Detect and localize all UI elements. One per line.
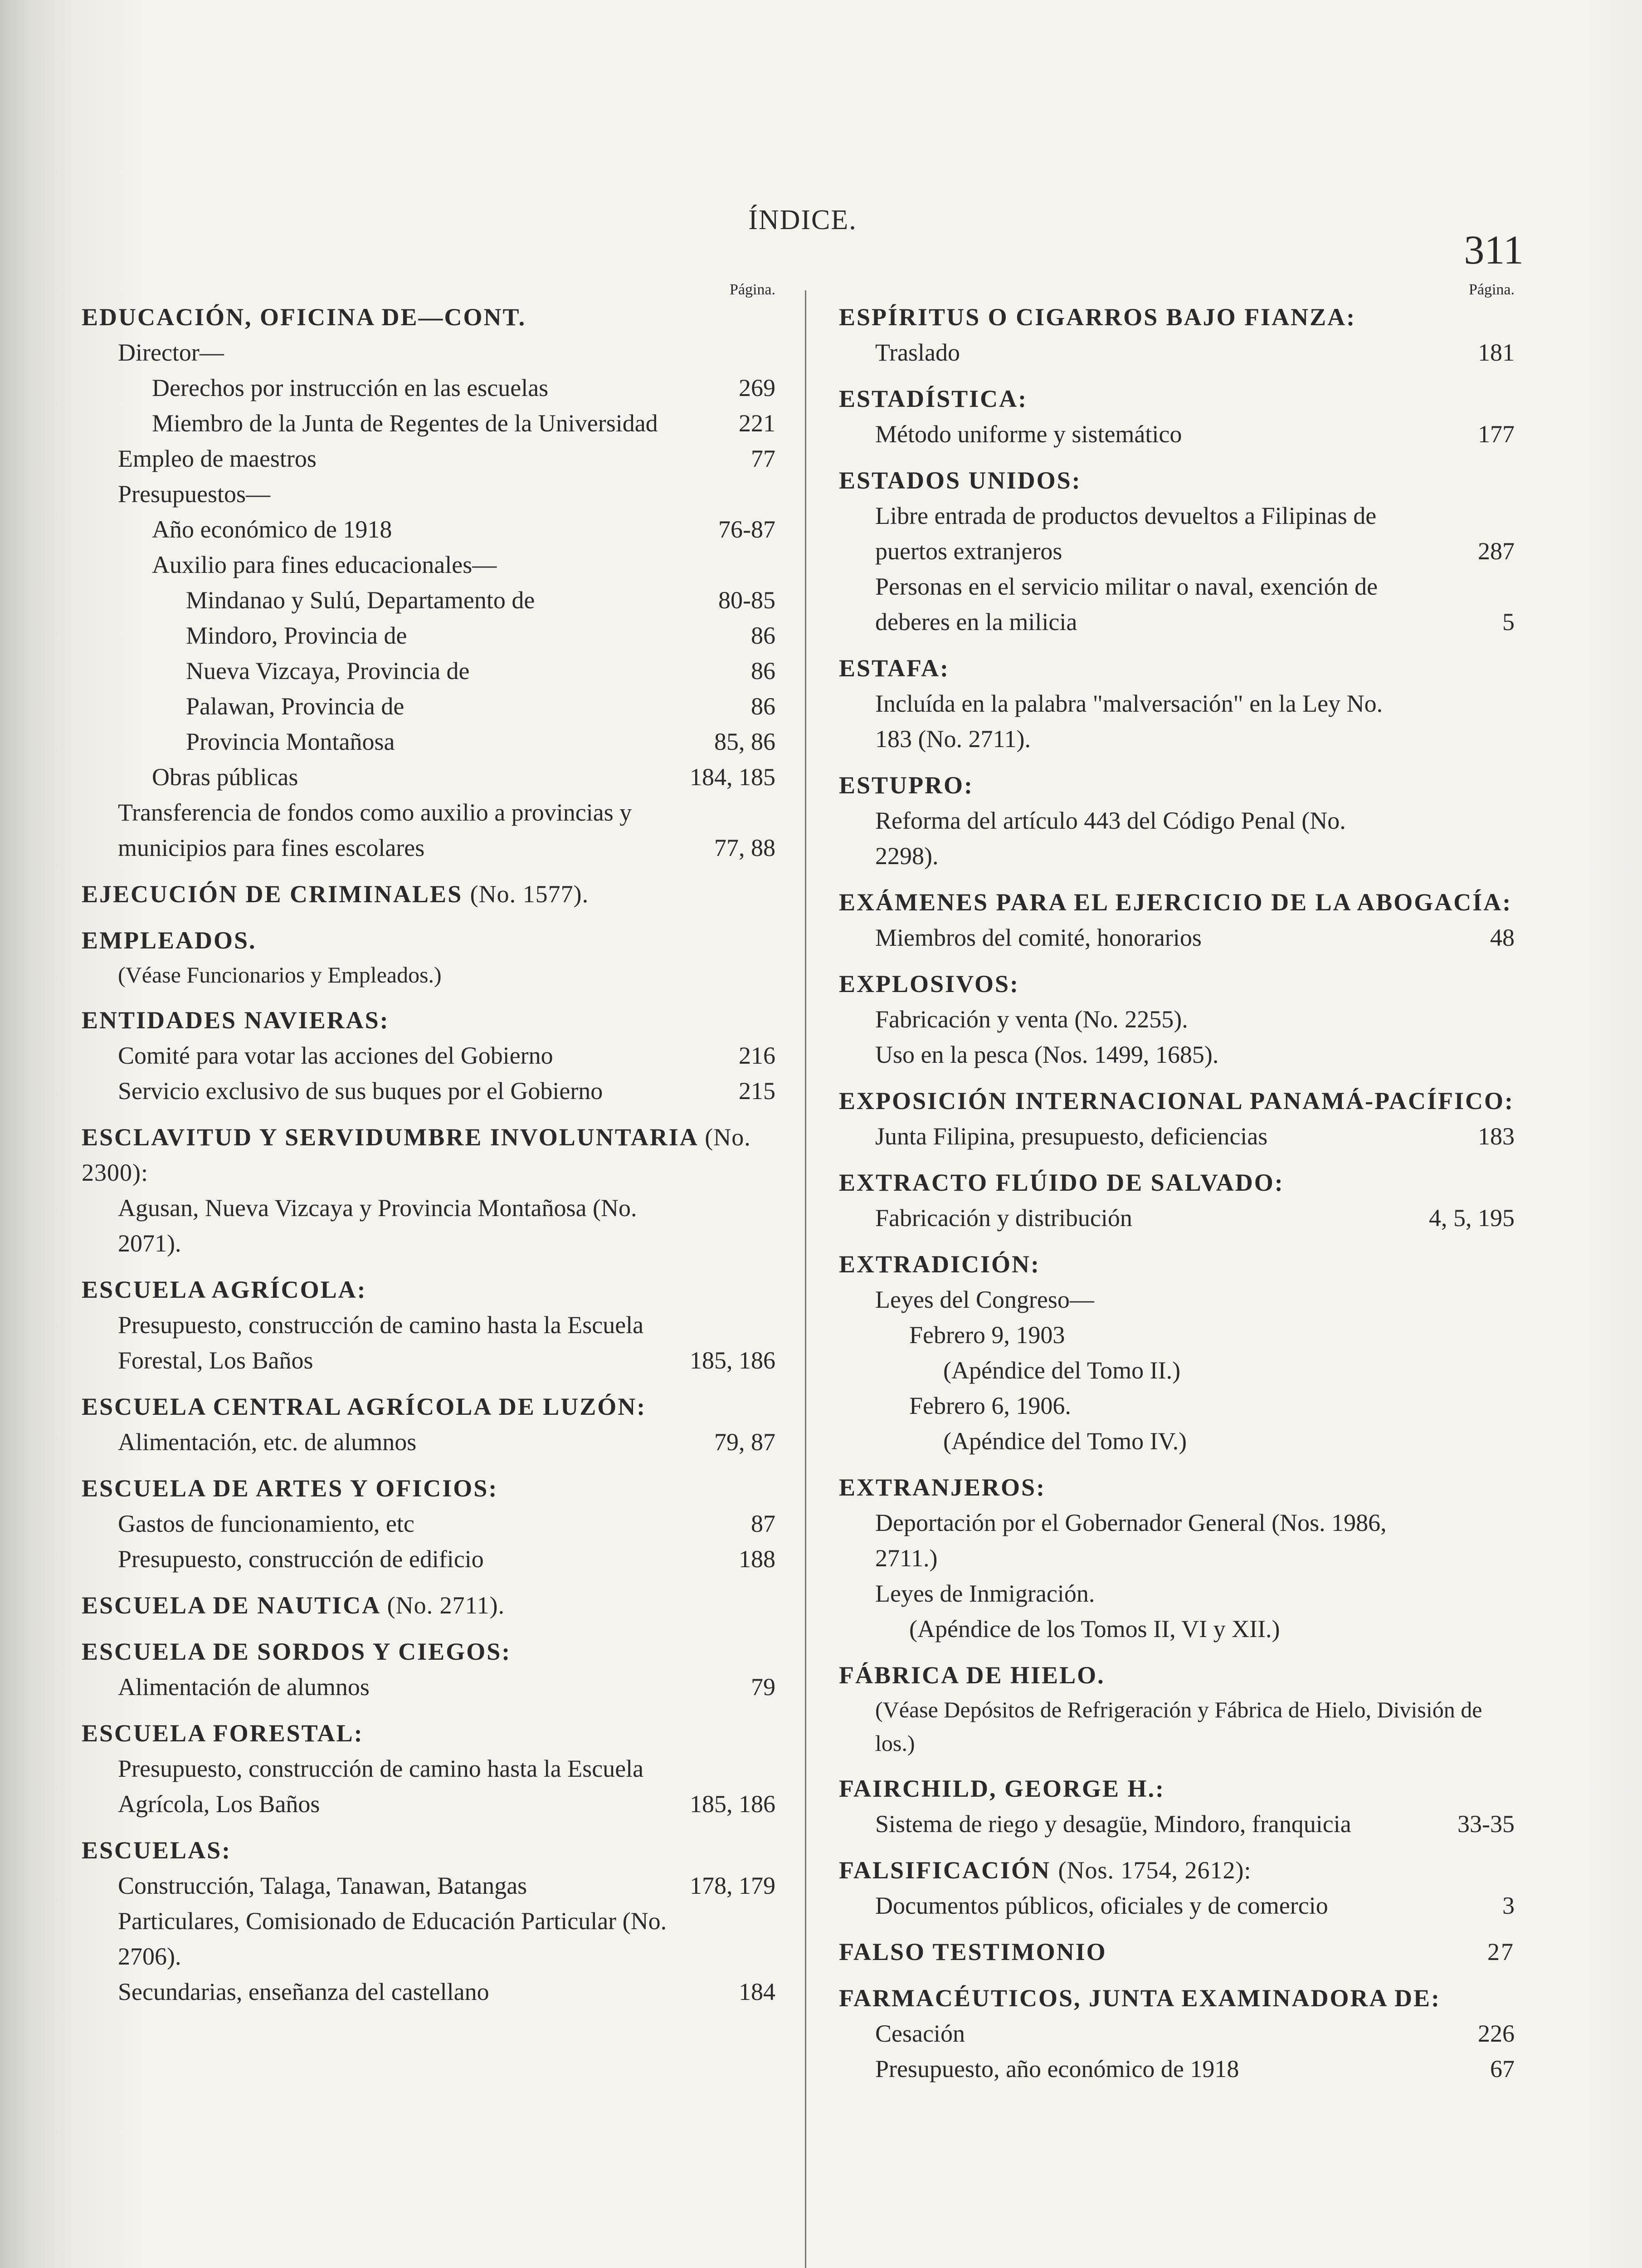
entry-heading-label: FÁBRICA DE HIELO.	[839, 1662, 1105, 1689]
subentry-row	[839, 1806, 1515, 1842]
subentry-text: Fabricación y distribución	[875, 1204, 1132, 1232]
index-entry	[839, 1246, 1515, 1459]
subentry-text: Personas en el servicio militar o naval, exención de deberes en la milicia	[875, 573, 1378, 635]
index-entry	[839, 885, 1515, 955]
index-entry	[82, 1471, 775, 1577]
index-entry	[82, 1272, 775, 1378]
pagina-label: Página.	[729, 281, 775, 298]
subentry-row	[839, 1611, 1515, 1647]
subentry-page-number: 184	[739, 1978, 775, 2005]
entry-heading-text	[82, 1119, 775, 1190]
index-entry	[839, 966, 1515, 1072]
entry-heading-text	[82, 1716, 775, 1751]
subentry-row	[839, 1888, 1515, 1923]
subentry-row	[82, 653, 775, 689]
entry-heading-label: ESCUELAS:	[82, 1837, 232, 1864]
subentry-page-number: 86	[751, 693, 775, 720]
subentry-text: Reforma del artículo 443 del Código Penal (No. 2298).	[875, 807, 1346, 870]
column-divider	[805, 290, 806, 2268]
subentry-row	[82, 618, 775, 653]
index-entry	[839, 1771, 1515, 1842]
entry-heading	[82, 1833, 775, 1868]
index-entry	[82, 876, 775, 912]
subentry-text: Palawan, Provincia de	[186, 693, 404, 720]
subentry-row	[82, 370, 775, 406]
subentry-page-number: 85, 86	[714, 728, 775, 755]
entry-heading-label: EDUCACIÓN, OFICINA DE—CONT.	[82, 303, 526, 331]
subentry-page-number: 215	[739, 1077, 775, 1105]
subentry-row	[839, 1282, 1515, 1317]
subentry-text: Leyes de Inmigración.	[875, 1580, 1095, 1607]
entry-heading-text	[82, 1002, 775, 1038]
entry-heading	[839, 885, 1515, 920]
entry-heading-text	[82, 299, 775, 335]
see-also-reference: (Véase Depósitos de Refrigeración y Fábrica de Hielo, División de los.)	[875, 1697, 1482, 1756]
subentry-row	[82, 1506, 775, 1541]
index-entry	[839, 1980, 1515, 2087]
entry-heading-text	[839, 1657, 1515, 1693]
subentry-text: Comité para votar las acciones del Gobierno	[118, 1042, 553, 1069]
entry-heading-label: ESTAFA:	[839, 655, 950, 682]
entry-heading-text	[82, 1272, 775, 1307]
entry-heading-text	[839, 1771, 1515, 1806]
subentry-text: Transferencia de fondos como auxilio a provincias y municipios para fines escolares	[118, 799, 632, 861]
entry-page-number: 27	[1487, 1938, 1515, 1965]
subentry-row	[82, 689, 775, 724]
subentry-row	[82, 1868, 775, 1903]
subentry-row	[82, 1073, 775, 1109]
entry-heading-text	[839, 650, 1515, 686]
subentry-row	[82, 547, 775, 582]
subentry-page-number: 77, 88	[714, 834, 775, 861]
entry-heading-label: ESCLAVITUD Y SERVIDUMBRE INVOLUNTARIA	[82, 1124, 697, 1151]
subentry-row	[82, 582, 775, 618]
index-entry	[839, 463, 1515, 640]
subentry-text: Febrero 9, 1903	[909, 1321, 1065, 1349]
subentry-text: Agusan, Nueva Vizcaya y Provincia Montañosa (No. 2071).	[118, 1194, 637, 1257]
entry-heading-text	[839, 1934, 1415, 1970]
entry-heading	[82, 1002, 775, 1038]
entry-heading-text	[82, 923, 775, 958]
entry-reference: (Nos. 1754, 2612):	[1058, 1857, 1252, 1884]
subentry-row	[839, 1002, 1515, 1037]
subentry-text: Gastos de funcionamiento, etc	[118, 1510, 414, 1537]
entry-heading-text	[839, 767, 1515, 803]
subentry-text: Documentos públicos, oficiales y de comercio	[875, 1892, 1328, 1919]
subentry-row	[82, 1903, 775, 1974]
entry-heading	[82, 1716, 775, 1751]
subentry-text: Deportación por el Gobernador General (Nos. 1986, 2711.)	[875, 1509, 1387, 1572]
entry-heading-text	[839, 381, 1515, 416]
subentry-row	[839, 2016, 1515, 2051]
index-entry	[82, 1716, 775, 1822]
subentry-text: Director—	[118, 339, 224, 366]
entry-heading-label: ESCUELA AGRÍCOLA:	[82, 1276, 367, 1303]
subentry-row	[839, 1119, 1515, 1154]
entry-heading-label: ESTADÍSTICA:	[839, 385, 1028, 412]
subentry-page-number: 86	[751, 622, 775, 649]
entry-heading-label: FAIRCHILD, GEORGE H.:	[839, 1775, 1165, 1802]
subentry-text: Provincia Montañosa	[186, 728, 395, 755]
index-entry	[839, 1083, 1515, 1154]
index-entry	[839, 1934, 1515, 1970]
right-entries	[839, 299, 1515, 2087]
subentry-row	[839, 416, 1515, 452]
entry-heading-label: ESCUELA DE NAUTICA	[82, 1592, 380, 1619]
entry-heading-label: ESCUELA FORESTAL:	[82, 1720, 364, 1747]
entry-heading	[839, 381, 1515, 416]
subentry-page-number: 79, 87	[714, 1428, 775, 1456]
subentry-row	[839, 2051, 1515, 2087]
subentry-page-number: 181	[1478, 339, 1515, 366]
entry-heading-text	[839, 1853, 1515, 1888]
entry-heading	[82, 1634, 775, 1669]
subentry-row	[839, 335, 1515, 370]
index-entry	[839, 767, 1515, 874]
entry-heading	[839, 1657, 1515, 1693]
subentry-row	[82, 1307, 775, 1378]
subentry-page-number: 185, 186	[690, 1790, 775, 1818]
entry-heading-label: FARMACÉUTICOS, JUNTA EXAMINADORA DE:	[839, 1984, 1441, 2012]
subentry-page-number: 48	[1490, 924, 1515, 951]
entry-heading	[82, 1119, 775, 1190]
entry-heading	[839, 767, 1515, 803]
subentry-row	[839, 1037, 1515, 1072]
subentry-text: Incluída en la palabra "malversación" en la Ley No. 183 (No. 2711).	[875, 690, 1383, 753]
entry-heading-label: EJECUCIÓN DE CRIMINALES	[82, 880, 463, 908]
entry-heading	[82, 876, 775, 912]
entry-heading-text	[839, 299, 1515, 335]
subentry-text: Febrero 6, 1906.	[909, 1392, 1071, 1419]
entry-heading-label: EXPOSICIÓN INTERNACIONAL PANAMÁ-PACÍFICO:	[839, 1087, 1515, 1114]
subentry-page-number: 76-87	[718, 516, 775, 543]
subentry-text: Fabricación y venta (No. 2255).	[875, 1006, 1188, 1033]
subentry-row	[82, 1751, 775, 1822]
subentry-text: Uso en la pesca (Nos. 1499, 1685).	[875, 1041, 1219, 1068]
subentry-row	[839, 1388, 1515, 1423]
entry-heading-text	[839, 1246, 1515, 1282]
subentry-page-number: 67	[1490, 2055, 1515, 2082]
subentry-text: Presupuesto, construcción de edificio	[118, 1545, 484, 1573]
subentry-row	[839, 1317, 1515, 1353]
subentry-row	[839, 920, 1515, 955]
index-entry	[82, 923, 775, 992]
subentry-page-number: 221	[739, 410, 775, 437]
subentry-text: Presupuesto, construcción de camino hasta la Escuela Forestal, Los Baños	[118, 1311, 644, 1374]
index-entry	[839, 1853, 1515, 1923]
index-entry	[839, 299, 1515, 370]
subentry-text: Construcción, Talaga, Tanawan, Batangas	[118, 1872, 527, 1899]
subentry-row	[82, 1038, 775, 1073]
entry-heading-label: ESTADOS UNIDOS:	[839, 467, 1082, 494]
subentry-text: Alimentación, etc. de alumnos	[118, 1428, 417, 1456]
subentry-row	[82, 1669, 775, 1705]
subentry-text: Año económico de 1918	[152, 516, 392, 543]
subentry-text: Obras públicas	[152, 763, 298, 791]
subentry-page-number: 4, 5, 195	[1429, 1204, 1515, 1232]
running-header: ÍNDICE.	[748, 205, 857, 235]
entry-heading	[839, 1853, 1515, 1888]
entry-heading-label: EXTRADICIÓN:	[839, 1251, 1041, 1278]
entry-heading-text	[82, 1833, 775, 1868]
left-entries	[82, 299, 775, 2009]
subentry-page-number: 3	[1502, 1892, 1515, 1919]
subentry-page-number: 178, 179	[690, 1872, 775, 1899]
entry-heading	[839, 463, 1515, 498]
subentry-row	[839, 803, 1515, 874]
subentry-text: (Apéndice de los Tomos II, VI y XII.)	[909, 1615, 1280, 1642]
entry-heading	[82, 1471, 775, 1506]
entry-heading-text	[82, 1634, 775, 1669]
subentry-row	[839, 1505, 1515, 1576]
entry-heading-label: EXTRANJEROS:	[839, 1474, 1046, 1501]
subentry-page-number: 177	[1478, 420, 1515, 448]
subentry-text: Libre entrada de productos devueltos a Filipinas de puertos extranjeros	[875, 502, 1377, 565]
subentry-text: Empleo de maestros	[118, 445, 317, 472]
subentry-text: Miembro de la Junta de Regentes de la Universidad	[152, 410, 658, 437]
entry-reference: (No. 1577).	[470, 880, 589, 908]
entry-heading	[82, 923, 775, 958]
entry-heading-label: ENTIDADES NAVIERAS:	[82, 1007, 390, 1034]
subentry-page-number: 287	[1478, 538, 1515, 565]
subentry-text: Junta Filipina, presupuesto, deficiencias	[875, 1123, 1268, 1150]
subentry-row	[82, 724, 775, 759]
entry-heading	[839, 1771, 1515, 1806]
left-column	[82, 281, 775, 2020]
index-entry	[839, 1470, 1515, 1647]
subentry-text: Nueva Vizcaya, Provincia de	[186, 657, 470, 684]
entry-heading-text	[839, 463, 1515, 498]
subentry-row	[82, 1190, 775, 1261]
index-entry	[839, 1657, 1515, 1760]
subentry-page-number: 87	[751, 1510, 775, 1537]
subentry-text: Mindoro, Provincia de	[186, 622, 407, 649]
subentry-text: Derechos por instrucción en las escuelas	[152, 374, 549, 401]
subentry-page-number: 183	[1478, 1123, 1515, 1150]
subentry-page-number: 184, 185	[690, 763, 775, 791]
see-also-reference: (Véase Funcionarios y Empleados.)	[118, 962, 442, 987]
subentry-row	[82, 795, 775, 865]
entry-heading-text	[839, 966, 1515, 1002]
entry-heading-text	[82, 1389, 775, 1424]
entry-heading-text	[839, 1980, 1515, 2016]
subentry-text: (Apéndice del Tomo IV.)	[943, 1427, 1187, 1455]
subentry-text: Auxilio para fines educacionales—	[152, 551, 497, 578]
subentry-text: Particulares, Comisionado de Educación Particular (No. 2706).	[118, 1907, 667, 1970]
entry-heading	[839, 1083, 1515, 1119]
subentry-row	[82, 759, 775, 795]
subentry-row	[82, 1974, 775, 2009]
subentry-row	[839, 1353, 1515, 1388]
entry-heading	[839, 650, 1515, 686]
entry-heading-label: ESCUELA CENTRAL AGRÍCOLA DE LUZÓN:	[82, 1393, 647, 1420]
subentry-text: Presupuesto, construcción de camino hasta la Escuela Agrícola, Los Baños	[118, 1755, 644, 1818]
subentry-page-number: 86	[751, 657, 775, 684]
index-entry	[82, 1634, 775, 1705]
entry-heading	[839, 1934, 1515, 1970]
index-entry	[82, 299, 775, 865]
subentry-text: Servicio exclusivo de sus buques por el Gobierno	[118, 1077, 603, 1105]
subentry-page-number: 77	[751, 445, 775, 472]
subentry-page-number: 80-85	[718, 587, 775, 614]
subentry-page-number: 226	[1478, 2020, 1515, 2047]
subentry-row	[82, 1541, 775, 1577]
subentry-row	[839, 1200, 1515, 1236]
subentry-text: Alimentación de alumnos	[118, 1673, 370, 1701]
subentry-row	[82, 335, 775, 370]
subentry-text: Método uniforme y sistemático	[875, 420, 1182, 448]
subentry-page-number: 185, 186	[690, 1347, 775, 1374]
entry-heading-label: ESCUELA DE ARTES Y OFICIOS:	[82, 1475, 498, 1502]
entry-heading-text	[839, 1470, 1515, 1505]
index-entry	[82, 1389, 775, 1460]
entry-heading	[839, 1470, 1515, 1505]
page-number: 311	[1464, 228, 1524, 273]
entry-reference: (No. 2711).	[387, 1592, 505, 1619]
subentry-row	[839, 569, 1515, 640]
subentry-row	[839, 686, 1515, 757]
subentry-row	[839, 1576, 1515, 1611]
entry-heading	[839, 1246, 1515, 1282]
subentry-text: Cesación	[875, 2020, 965, 2047]
subentry-row	[82, 476, 775, 512]
entry-heading-text	[839, 885, 1515, 920]
subentry-row	[82, 512, 775, 547]
subentry-text: Mindanao y Sulú, Departamento de	[186, 587, 535, 614]
entry-heading-label: ESTUPRO:	[839, 772, 974, 799]
entry-heading-label: FALSO TESTIMONIO	[839, 1938, 1107, 1965]
index-entry	[82, 1588, 775, 1623]
subentry-page-number: 33-35	[1457, 1810, 1515, 1838]
index-entry	[82, 1119, 775, 1261]
index-entry	[839, 381, 1515, 452]
index-entry	[839, 1165, 1515, 1236]
entry-heading-text	[839, 1083, 1515, 1119]
entry-heading	[82, 299, 775, 335]
index-entry	[82, 1833, 775, 2009]
subentry-row	[839, 498, 1515, 569]
entry-heading-label: EXPLOSIVOS:	[839, 970, 1020, 997]
right-column	[839, 281, 1515, 2097]
subentry-row	[82, 406, 775, 441]
subentry-row	[82, 1424, 775, 1460]
subentry-text: Leyes del Congreso—	[875, 1286, 1094, 1313]
entry-heading	[82, 1272, 775, 1307]
subentry-row	[839, 1423, 1515, 1459]
subentry-page-number: 269	[739, 374, 775, 401]
subentry-text: Miembros del comité, honorarios	[875, 924, 1202, 951]
index-entry	[839, 650, 1515, 757]
entry-heading	[839, 1165, 1515, 1200]
pagina-label: Página.	[1468, 281, 1515, 298]
subentry-text: Sistema de riego y desagüe, Mindoro, franquicia	[875, 1810, 1351, 1838]
entry-heading	[839, 966, 1515, 1002]
entry-heading-label: ESCUELA DE SORDOS Y CIEGOS:	[82, 1638, 512, 1665]
entry-heading	[839, 299, 1515, 335]
subentry-page-number: 216	[739, 1042, 775, 1069]
subentry-text: (Apéndice del Tomo II.)	[943, 1357, 1181, 1384]
subentry-text: Traslado	[875, 339, 960, 366]
entry-heading	[82, 1588, 775, 1623]
subentry-page-number: 5	[1502, 608, 1515, 635]
subentry-page-number: 79	[751, 1673, 775, 1701]
entry-heading-text	[839, 1165, 1515, 1200]
entry-heading-label: EXÁMENES PARA EL EJERCICIO DE LA ABOGACÍA:	[839, 889, 1512, 916]
entry-heading	[82, 1389, 775, 1424]
subentry-text: Presupuesto, año económico de 1918	[875, 2055, 1239, 2082]
subentry-text: Secundarias, enseñanza del castellano	[118, 1978, 489, 2005]
entry-heading-label: ESPÍRITUS O CIGARROS BAJO FIANZA:	[839, 303, 1356, 331]
entry-heading-text	[82, 876, 775, 912]
index-entry	[82, 1002, 775, 1109]
entry-heading-label: EMPLEADOS.	[82, 927, 257, 954]
subentry-text: Presupuestos—	[118, 480, 270, 508]
entry-reference: (No. 2300):	[82, 1124, 751, 1186]
entry-heading-label: EXTRACTO FLÚIDO DE SALVADO:	[839, 1169, 1284, 1196]
entry-heading	[839, 1980, 1515, 2016]
entry-heading-text	[82, 1471, 775, 1506]
subentry-row	[82, 441, 775, 476]
entry-heading-text	[82, 1588, 775, 1623]
entry-heading-label: FALSIFICACIÓN	[839, 1857, 1051, 1884]
subentry-page-number: 188	[739, 1545, 775, 1573]
